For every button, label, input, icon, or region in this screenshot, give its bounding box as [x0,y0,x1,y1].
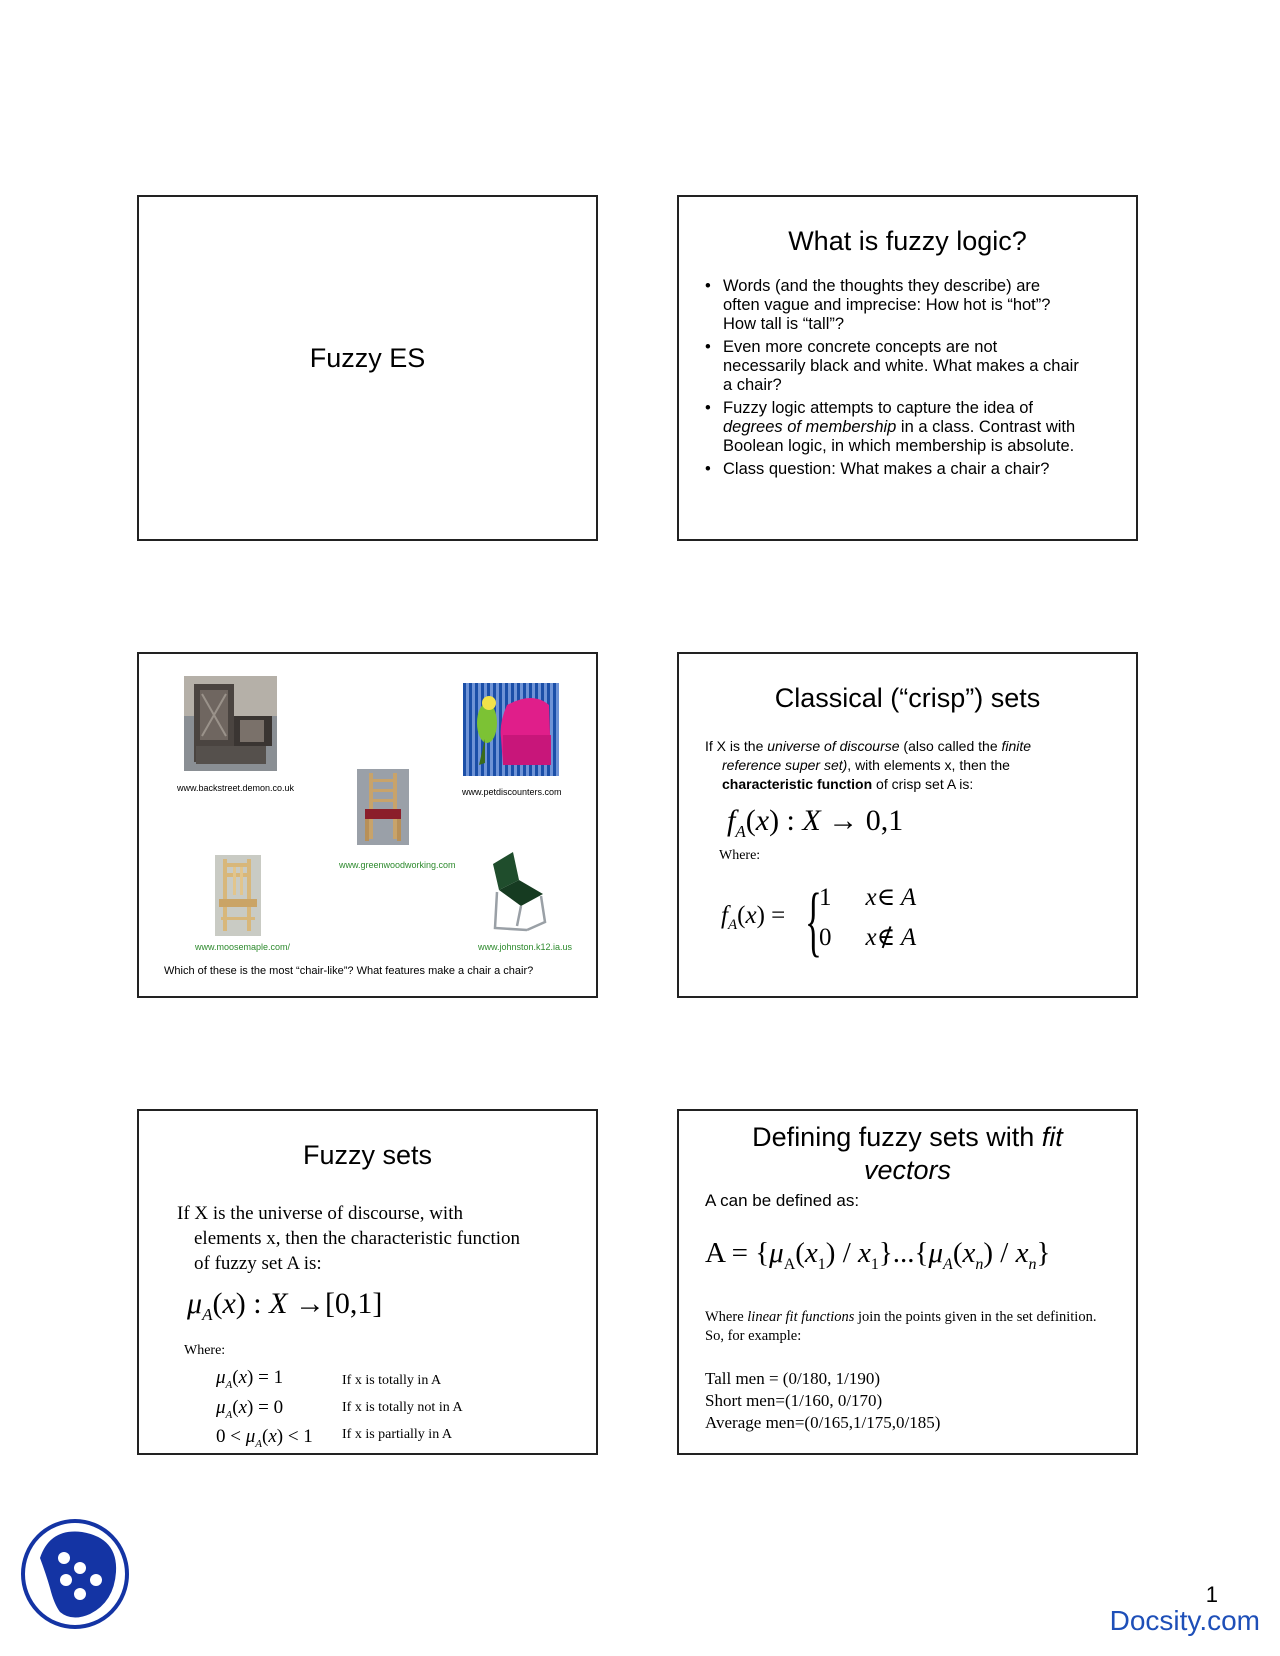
parakeet-chair-photo [463,683,559,776]
bullet-dot: • [705,460,711,478]
example-item: Short men=(1/160, 0/170) [705,1391,883,1410]
where-label: Where: [719,848,761,863]
slide-classical-crisp-sets [677,652,1138,998]
source-url: www.greenwoodworking.com [339,860,456,870]
slide-chair-images [137,652,598,998]
fit-vector-formula: $A = \{\mu_A(x_1) / x_1\}...\{\mu_A(x_n) / x_n\}$ [705,1237,1051,1273]
mu-equals-zero: $\mu_A(x) = 0$ [216,1397,284,1421]
bullet-item: • Class question: What makes a chair a chair? [705,460,1050,478]
piecewise-lhs: $f_A(x)$ = [721,902,786,933]
where-label: Where: [184,1343,226,1358]
condition-text: If x is partially in A [342,1427,453,1442]
slide-caption: Which of these is the most “chair-like”? What features make a chair a chair? [164,965,534,977]
bullet-dot: • [705,399,711,417]
slide-title: Fuzzy ES [309,343,426,373]
antique-chair-photo [184,676,277,771]
source-url: www.backstreet.demon.co.uk [177,783,295,793]
slide-title: Defining fuzzy sets with fit vectors [752,1122,1063,1185]
bullet-dot: • [705,277,711,295]
membership-function-formula: $\mu_A(x)$ : X →[0,1] [187,1287,383,1324]
condition-text: If x is totally in A [342,1373,442,1388]
bullet-item: • Fuzzy logic attempts to capture the idea of degrees of membership in a class. Contrast with Boolean logic, in which membership is absolute. [705,399,1076,455]
slide-body-text: If X is the universe of discourse, with elements x, then the characteristic function of fuzzy set A is: [177,1203,521,1274]
slide-title: Fuzzy sets [302,1140,433,1170]
slide-title: What is fuzzy logic? [788,226,1027,256]
example-item: Average men=(0/165,1/175,0/185) [705,1413,941,1432]
page-number: 1 [1205,1582,1218,1607]
slide-fit-vectors [677,1109,1138,1455]
bullet-dot: • [705,338,711,356]
characteristic-function-formula: $f_A(x)$ : X → 0,1 [727,804,904,841]
example-list [705,1368,1135,1434]
bullet-list [705,277,1125,483]
source-url: www.moosemaple.com/ [195,942,291,952]
bullet-item: • Even more concrete concepts are not necessarily black and white. What makes a chair a chair? [705,338,1079,394]
example-item: Tall men = (0/180, 1/190) [705,1369,881,1388]
source-url: www.petdiscounters.com [462,787,562,797]
left-brace: { [805,877,822,964]
docsity-brand-link[interactable]: Docsity.com [1109,1605,1260,1636]
condition-text: If x is totally not in A [342,1400,463,1415]
fit-function-note: Where linear fit functions join the points given in the set definition. So, for example: [705,1309,1097,1344]
slide-title: Classical (“crisp”) sets [774,683,1041,713]
slide-body-text: If X is the universe of discourse (also called the finite reference super set), with elements x, then the characteristic function of crisp set A is: [705,738,1032,792]
red-seat-chair-photo [357,769,409,845]
slide-fuzzy-sets [137,1109,598,1455]
mu-partial: $0 < \mu_A(x) < 1$ [216,1426,313,1450]
maple-chair-photo [215,855,261,936]
slide-fuzzy-es [137,195,598,541]
piecewise-cases: 1 x∈ A 0 x∉ A [819,884,917,951]
source-url: www.johnston.k12.ia.us [478,942,573,952]
docsity-logo-icon [20,1518,130,1630]
slide-what-is-fuzzy-logic [677,195,1138,541]
bullet-item: • Words (and the thoughts they describe) are often vague and imprecise: How hot is “hot”? How tall is “tall”? [705,277,1051,333]
mu-equals-one: $\mu_A(x) = 1$ [216,1367,284,1391]
green-modern-chair-photo [487,850,553,932]
intro-text: A can be defined as: [705,1191,860,1210]
